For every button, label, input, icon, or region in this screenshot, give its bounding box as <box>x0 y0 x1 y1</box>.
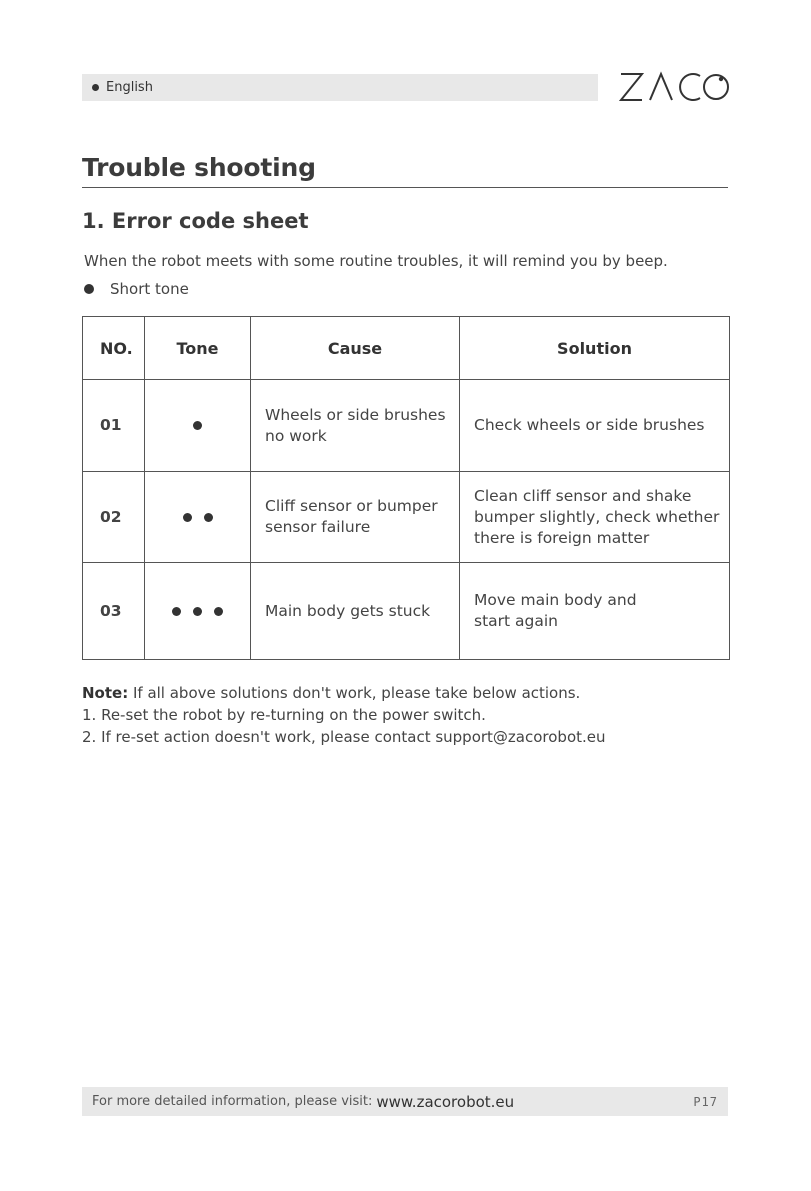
language-label: English <box>106 80 153 95</box>
cause-text: Wheels or side brushes no work <box>265 405 446 445</box>
footer-url[interactable]: www.zacorobot.eu <box>376 1092 515 1111</box>
note-line <box>82 682 606 704</box>
solution-text: Move main body and start again <box>474 591 637 630</box>
tone-dot-icon <box>172 607 181 616</box>
note-text: If all above solutions don't work, please take below actions. <box>128 684 581 702</box>
page-number: P17 <box>693 1094 718 1109</box>
header-no: NO. <box>83 317 145 380</box>
tone-dot-icon <box>193 607 202 616</box>
language-bar <box>82 74 598 101</box>
bullet-icon <box>84 284 94 294</box>
intro-text: When the robot meets with some routine troubles, it will remind you by beep. <box>84 252 668 270</box>
footer-bar <box>82 1087 728 1116</box>
note-label: Note: <box>82 684 129 702</box>
table-row <box>83 380 730 472</box>
tone-dots <box>193 421 202 430</box>
table-header-row <box>83 317 730 380</box>
tone-dot-icon <box>183 513 192 522</box>
tone-dot-icon <box>193 421 202 430</box>
note-step: 1. Re-set the robot by re-turning on the power switch. <box>82 706 486 724</box>
row-solution <box>460 472 730 563</box>
row-cause <box>251 563 460 660</box>
row-no: 01 <box>83 380 145 472</box>
bullet-item <box>84 280 189 298</box>
row-tone <box>145 380 251 472</box>
page-title: Trouble shooting <box>82 153 316 182</box>
tone-dots <box>183 513 213 522</box>
section-title: 1. Error code sheet <box>82 209 309 233</box>
bullet-icon <box>92 84 99 91</box>
table-row <box>83 472 730 563</box>
header-solution: Solution <box>460 317 730 380</box>
solution-text: Check wheels or side brushes <box>474 416 705 434</box>
notes-block <box>82 682 606 748</box>
header-cause: Cause <box>251 317 460 380</box>
title-divider <box>82 187 728 188</box>
header-tone: Tone <box>145 317 251 380</box>
row-no: 02 <box>83 472 145 563</box>
row-solution <box>460 563 730 660</box>
tone-dots <box>172 607 223 616</box>
solution-text: Clean cliff sensor and shake bumper slightly, check whether there is foreign matter <box>474 486 720 547</box>
row-no: 03 <box>83 563 145 660</box>
note-step: 2. If re-set action doesn't work, please contact support@zacorobot.eu <box>82 728 606 746</box>
tone-dot-icon <box>214 607 223 616</box>
bullet-label: Short tone <box>110 280 189 298</box>
row-tone <box>145 563 251 660</box>
cause-text: Cliff sensor or bumper sensor failure <box>265 497 438 536</box>
tone-dot-icon <box>204 513 213 522</box>
row-cause <box>251 380 460 472</box>
row-solution <box>460 380 730 472</box>
error-code-table <box>82 316 730 660</box>
footer-text: For more detailed information, please visit: <box>92 1094 373 1109</box>
zaco-logo <box>618 66 733 108</box>
row-cause <box>251 472 460 563</box>
table-row <box>83 563 730 660</box>
cause-text: Main body gets stuck <box>265 601 431 620</box>
row-tone <box>145 472 251 563</box>
